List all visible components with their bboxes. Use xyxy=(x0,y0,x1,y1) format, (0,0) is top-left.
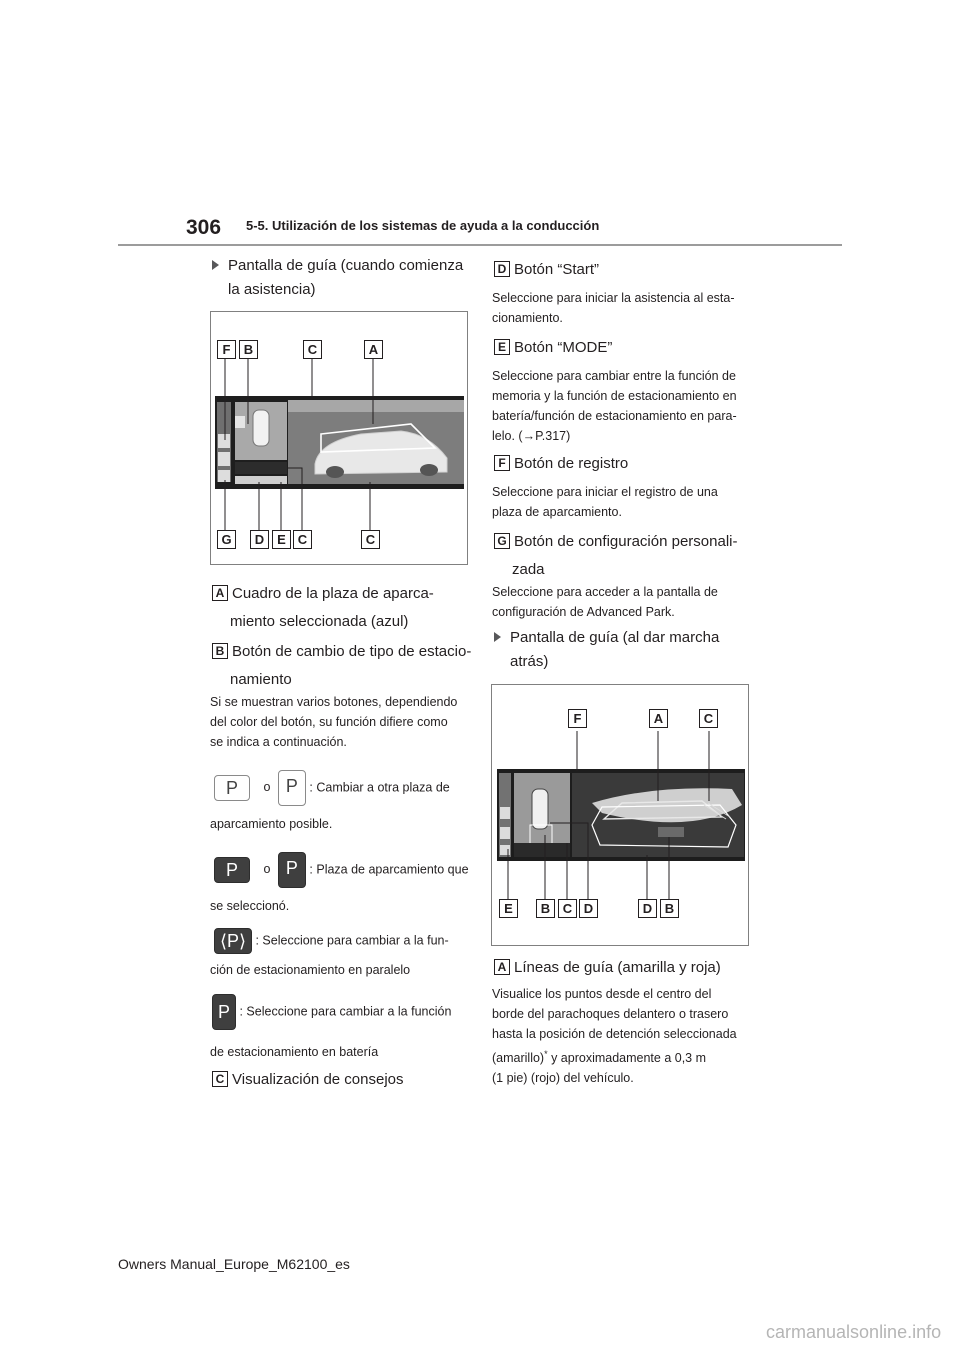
perpendicular-park-icon: P xyxy=(212,994,236,1030)
item-d xyxy=(494,256,754,284)
p-button-dark-tall-icon: P xyxy=(278,852,306,888)
fig1-label-c-bottom1: C xyxy=(293,530,312,549)
f-desc-line: plaza de aparcamiento. xyxy=(492,505,622,519)
page-number: 306 xyxy=(186,216,222,239)
footer-doc-name: Owners Manual_Europe_M62100_es xyxy=(118,1256,350,1272)
fig2-label-c-bottom: C xyxy=(558,899,577,918)
item-f-title: Botón de registro xyxy=(514,455,629,472)
p-row-1 xyxy=(214,770,472,806)
item-a-guidelines-title: Líneas de guía (amarilla y roja) xyxy=(514,959,721,976)
item-g-desc xyxy=(492,582,756,622)
p-button-light-tall-icon: P xyxy=(278,770,306,806)
item-b-text2: namiento xyxy=(230,671,292,688)
bullet-arrow-icon xyxy=(212,260,219,270)
a-desc-line: borde del parachoques delantero o trasero xyxy=(492,1007,729,1021)
f-desc-line: Seleccione para iniciar el registro de una xyxy=(492,485,718,499)
e-desc-line: batería/función de estacionamiento en para- xyxy=(492,409,737,423)
b-desc-line: del color del botón, su función difiere como xyxy=(210,715,448,729)
item-b xyxy=(212,638,472,694)
b-desc-line: se indica a continuación. xyxy=(210,735,347,749)
item-f-desc xyxy=(492,482,756,522)
item-g-title: Botón de configuración personali- xyxy=(514,533,738,550)
p-row-1-line1: : Cambiar a otra plaza de xyxy=(309,780,450,795)
d-desc-line: cionamiento. xyxy=(492,311,563,325)
section-title: 5-5. Utilización de los sistemas de ayuda a la conducción xyxy=(246,218,600,233)
key-label-f: F xyxy=(494,455,510,471)
fig2-label-d2: D xyxy=(638,899,657,918)
or-text: o xyxy=(263,780,271,795)
fig1-label-d: D xyxy=(250,530,269,549)
item-a-guidelines-desc xyxy=(492,984,756,1088)
item-c xyxy=(212,1066,472,1094)
fig2-label-a: A xyxy=(649,709,668,728)
or-text: o xyxy=(263,862,271,877)
key-label-c: C xyxy=(212,1071,228,1087)
a-desc-after: y aproximadamente a 0,3 m xyxy=(547,1051,707,1066)
key-label-a2: A xyxy=(494,959,510,975)
e-desc-line: Seleccione para cambiar entre la función de xyxy=(492,369,736,383)
key-label-e: E xyxy=(494,339,510,355)
d-desc-line: Seleccione para iniciar la asistencia al esta- xyxy=(492,291,735,305)
fig1-label-e: E xyxy=(272,530,291,549)
figure-guide-reverse xyxy=(491,684,749,946)
item-e xyxy=(494,334,754,362)
item-a xyxy=(212,580,472,636)
right-heading-text: Pantalla de guía (al dar marcha atrás) xyxy=(510,629,720,670)
item-g-title2: zada xyxy=(512,561,545,578)
a-desc-line: (1 pie) (rojo) del vehículo. xyxy=(492,1071,634,1086)
fig1-label-b: B xyxy=(239,340,258,359)
a-desc-line: Visualice los puntos desde el centro del xyxy=(492,987,712,1001)
item-d-title: Botón “Start” xyxy=(514,261,600,278)
item-d-desc xyxy=(492,288,756,328)
fig2-label-b: B xyxy=(536,899,555,918)
p-row-3 xyxy=(214,928,472,954)
figure-guide-start xyxy=(210,311,468,565)
key-label-d: D xyxy=(494,261,510,277)
p-button-light-icon: P xyxy=(214,775,250,801)
fig2-label-b2: B xyxy=(660,899,679,918)
p-row-1-line2: aparcamiento posible. xyxy=(210,817,333,831)
fig2-label-d: D xyxy=(579,899,598,918)
fig1-label-f: F xyxy=(217,340,236,359)
item-g xyxy=(494,528,758,584)
item-e-title: Botón “MODE” xyxy=(514,339,613,356)
fig1-label-c-bottom2: C xyxy=(361,530,380,549)
fig2-label-c: C xyxy=(699,709,718,728)
e-desc-line: lelo. (→P.317) xyxy=(492,429,571,443)
key-label-a: A xyxy=(212,585,228,601)
left-heading-text: Pantalla de guía (cuando comienza la asistencia) xyxy=(228,257,464,298)
footnote-mark: * xyxy=(544,1049,548,1059)
item-a-text: Cuadro de la plaza de aparca- xyxy=(232,585,434,602)
item-b-description xyxy=(210,692,472,752)
p-row-4-line2: de estacionamiento en batería xyxy=(210,1045,379,1059)
fig2-label-f: F xyxy=(568,709,587,728)
fig1-label-g: G xyxy=(217,530,236,549)
bullet-arrow-icon xyxy=(494,632,501,642)
left-heading xyxy=(212,254,472,302)
fig2-label-e: E xyxy=(499,899,518,918)
g-desc-line: Seleccione para acceder a la pantalla de xyxy=(492,585,718,599)
watermark: carmanualsonline.info xyxy=(766,1322,942,1342)
right-heading xyxy=(494,626,756,674)
p-row-3-line1: : Seleccione para cambiar a la fun- xyxy=(255,933,449,948)
p-button-dark-icon: P xyxy=(214,857,250,883)
key-label-g: G xyxy=(494,533,510,549)
key-label-b: B xyxy=(212,643,228,659)
header-rule xyxy=(118,244,842,246)
item-b-text: Botón de cambio de tipo de estacio- xyxy=(232,643,472,660)
fig1-label-a: A xyxy=(364,340,383,359)
e-desc-line: memoria y la función de estacionamiento en xyxy=(492,389,737,403)
item-a-guidelines xyxy=(494,954,756,982)
item-a-text2: miento seleccionada (azul) xyxy=(230,613,409,630)
item-c-text: Visualización de consejos xyxy=(232,1071,404,1088)
p-row-2 xyxy=(214,852,472,888)
p-row-4 xyxy=(212,994,472,1030)
item-f xyxy=(494,450,754,478)
p-row-2-line2: se seleccionó. xyxy=(210,899,290,913)
b-desc-line: Si se muestran varios botones, dependiendo xyxy=(210,695,458,709)
p-row-4-line1: : Seleccione para cambiar a la función xyxy=(239,1004,452,1019)
a-desc-line-sup xyxy=(492,1044,756,1068)
item-e-desc xyxy=(492,366,756,446)
p-row-2-line1: : Plaza de aparcamiento que xyxy=(309,862,469,877)
a-desc-line: hasta la posición de detención seleccionada xyxy=(492,1027,737,1041)
p-row-3-line2: ción de estacionamiento en paralelo xyxy=(210,963,411,977)
parallel-park-icon: ⟨P⟩ xyxy=(214,928,252,954)
a-desc-before: (amarillo) xyxy=(492,1051,545,1066)
fig1-label-c-top: C xyxy=(303,340,322,359)
g-desc-line: configuración de Advanced Park. xyxy=(492,605,675,619)
